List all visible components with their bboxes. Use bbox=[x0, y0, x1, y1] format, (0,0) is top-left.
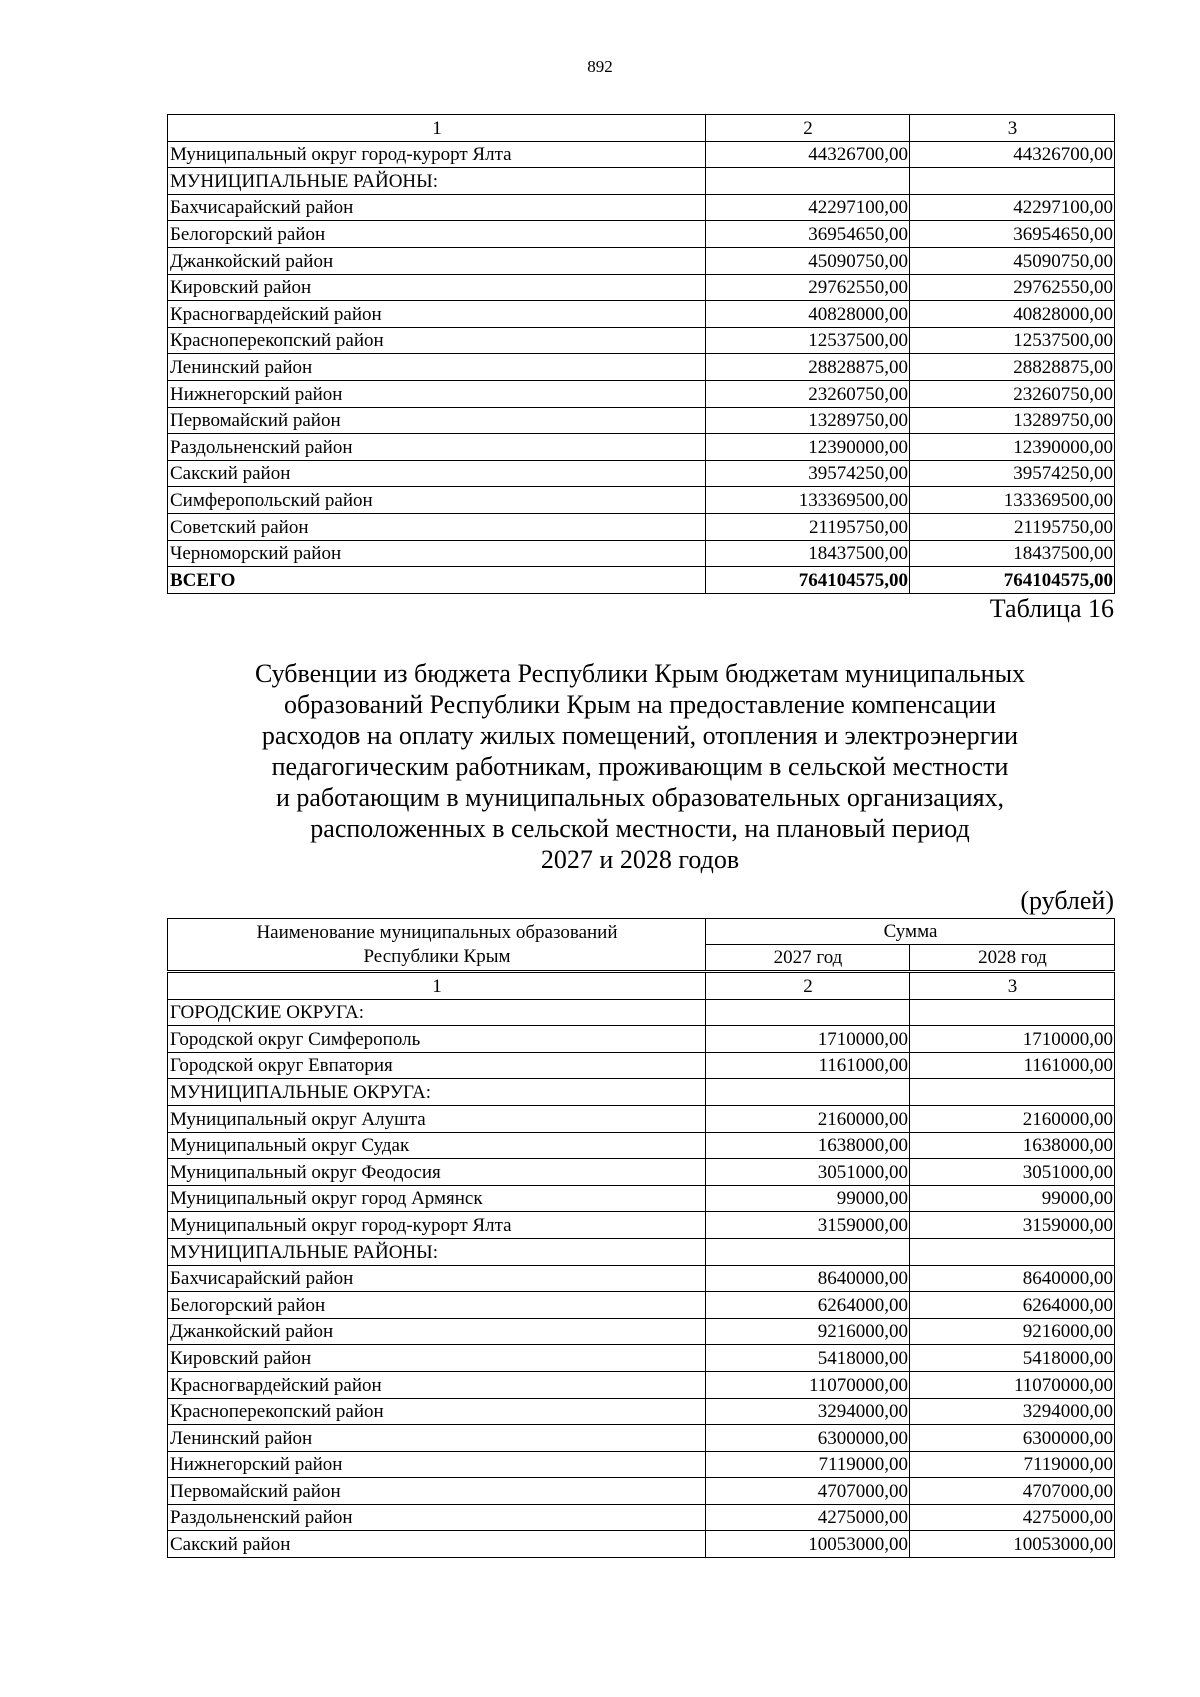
table-row bbox=[168, 247, 1115, 274]
row-value-2027-cell: 45090750,00 bbox=[706, 247, 910, 274]
table-row bbox=[168, 1531, 1115, 1558]
row-name-cell: Советский район bbox=[168, 513, 706, 540]
row-value-2028-cell: 3159000,00 bbox=[910, 1212, 1115, 1239]
table-row bbox=[168, 1318, 1115, 1345]
row-value-2028-cell: 99000,00 bbox=[910, 1185, 1115, 1212]
row-value-2028-cell: 18437500,00 bbox=[910, 540, 1115, 567]
row-name-cell: Муниципальный округ город-курорт Ялта bbox=[168, 1212, 706, 1239]
table-row bbox=[168, 1504, 1115, 1531]
title-line: педагогическим работникам, проживающим в сельской местности bbox=[271, 752, 1009, 781]
row-name-cell: Муниципальный округ Судак bbox=[168, 1132, 706, 1159]
row-value-2028-cell: 39574250,00 bbox=[910, 460, 1115, 487]
row-value-2027-cell: 9216000,00 bbox=[706, 1318, 910, 1345]
row-value-2028-cell: 3051000,00 bbox=[910, 1159, 1115, 1186]
row-name-cell: Кировский район bbox=[168, 1345, 706, 1372]
row-value-2028-cell: 44326700,00 bbox=[910, 141, 1115, 168]
row-name-cell: Муниципальный округ город Армянск bbox=[168, 1185, 706, 1212]
row-name-cell: Раздольненский район bbox=[168, 434, 706, 461]
header-name-line: Наименование муниципальных образований bbox=[256, 921, 618, 943]
row-value-2027-cell: 1638000,00 bbox=[706, 1132, 910, 1159]
row-value-2027-cell bbox=[706, 168, 910, 195]
table-row bbox=[168, 380, 1115, 407]
table-row bbox=[168, 327, 1115, 354]
table-row bbox=[168, 513, 1115, 540]
column-number-row bbox=[168, 972, 1115, 1000]
column-number-row bbox=[168, 115, 1115, 142]
row-name-cell: Кировский район bbox=[168, 274, 706, 301]
row-value-2027-cell bbox=[706, 999, 910, 1026]
title-line: 2027 и 2028 годов bbox=[540, 845, 740, 874]
title-line: образований Республики Крым на предоставление компенсации bbox=[283, 690, 997, 719]
row-value-2028-cell: 1161000,00 bbox=[910, 1052, 1115, 1079]
row-value-2028-cell: 8640000,00 bbox=[910, 1265, 1115, 1292]
row-value-2027-cell: 133369500,00 bbox=[706, 487, 910, 514]
row-value-2028-cell: 11070000,00 bbox=[910, 1371, 1115, 1398]
row-value-2027-cell: 1161000,00 bbox=[706, 1052, 910, 1079]
row-name-cell: ВСЕГО bbox=[168, 567, 706, 594]
row-value-2027-cell: 764104575,00 bbox=[706, 567, 910, 594]
row-value-2027-cell: 8640000,00 bbox=[706, 1265, 910, 1292]
header-name-line: Республики Крым bbox=[363, 945, 511, 967]
row-value-2028-cell: 12537500,00 bbox=[910, 327, 1115, 354]
row-value-2028-cell: 12390000,00 bbox=[910, 434, 1115, 461]
row-value-2028-cell: 45090750,00 bbox=[910, 247, 1115, 274]
table-row bbox=[168, 1478, 1115, 1505]
row-value-2028-cell bbox=[910, 1079, 1115, 1106]
table-caption: Таблица 16 bbox=[989, 594, 1114, 623]
table-row bbox=[168, 168, 1115, 195]
table-row bbox=[168, 1265, 1115, 1292]
header-year-cell: 2027 год bbox=[706, 945, 910, 972]
table-row bbox=[168, 1185, 1115, 1212]
row-name-cell: Бахчисарайский район bbox=[168, 1265, 706, 1292]
row-name-cell: Ленинский район bbox=[168, 1425, 706, 1452]
row-name-cell: Муниципальный округ город-курорт Ялта bbox=[168, 141, 706, 168]
row-name-cell: МУНИЦИПАЛЬНЫЕ РАЙОНЫ: bbox=[168, 168, 706, 195]
row-name-cell: Черноморский район bbox=[168, 540, 706, 567]
row-value-2027-cell: 1710000,00 bbox=[706, 1026, 910, 1053]
row-value-2027-cell: 6300000,00 bbox=[706, 1425, 910, 1452]
title-line: Субвенции из бюджета Республики Крым бюджетам муниципальных bbox=[254, 659, 1026, 688]
title-line: и работающим в муниципальных образовательных организациях, bbox=[275, 783, 1005, 812]
row-value-2028-cell bbox=[910, 999, 1115, 1026]
table-row bbox=[168, 1105, 1115, 1132]
row-value-2027-cell: 4707000,00 bbox=[706, 1478, 910, 1505]
row-value-2027-cell: 10053000,00 bbox=[706, 1531, 910, 1558]
table-row bbox=[168, 301, 1115, 328]
table-row bbox=[168, 1371, 1115, 1398]
page-number: 892 bbox=[587, 57, 613, 76]
row-name-cell: Ленинский район bbox=[168, 354, 706, 381]
table-row bbox=[168, 487, 1115, 514]
row-value-2028-cell: 1710000,00 bbox=[910, 1026, 1115, 1053]
table-row bbox=[168, 1159, 1115, 1186]
table-row bbox=[168, 274, 1115, 301]
row-name-cell: Первомайский район bbox=[168, 1478, 706, 1505]
row-value-2028-cell: 5418000,00 bbox=[910, 1345, 1115, 1372]
row-value-2027-cell: 3051000,00 bbox=[706, 1159, 910, 1186]
table-row bbox=[168, 221, 1115, 248]
table-row bbox=[168, 1425, 1115, 1452]
row-value-2027-cell: 13289750,00 bbox=[706, 407, 910, 434]
column-number-cell: 2 bbox=[706, 972, 910, 1000]
row-value-2028-cell: 6300000,00 bbox=[910, 1425, 1115, 1452]
title-line: расположенных в сельской местности, на плановый период bbox=[310, 814, 970, 843]
row-name-cell: Первомайский район bbox=[168, 407, 706, 434]
row-name-cell: Муниципальный округ Феодосия bbox=[168, 1159, 706, 1186]
row-value-2028-cell: 6264000,00 bbox=[910, 1292, 1115, 1319]
row-value-2028-cell: 764104575,00 bbox=[910, 567, 1115, 594]
table-row bbox=[168, 1079, 1115, 1106]
row-value-2027-cell: 18437500,00 bbox=[706, 540, 910, 567]
row-value-2028-cell: 4275000,00 bbox=[910, 1504, 1115, 1531]
table-row bbox=[168, 1398, 1115, 1425]
row-name-cell: Белогорский район bbox=[168, 1292, 706, 1319]
header-sum-cell: Сумма bbox=[706, 919, 1115, 945]
column-number-cell: 3 bbox=[910, 972, 1115, 1000]
row-value-2027-cell: 99000,00 bbox=[706, 1185, 910, 1212]
header-name-cell bbox=[168, 919, 706, 972]
row-name-cell: Красноперекопский район bbox=[168, 327, 706, 354]
row-name-cell: Симферопольский район bbox=[168, 487, 706, 514]
row-name-cell: Красноперекопский район bbox=[168, 1398, 706, 1425]
row-name-cell: Городской округ Евпатория bbox=[168, 1052, 706, 1079]
row-name-cell: Джанкойский район bbox=[168, 247, 706, 274]
table-row bbox=[168, 1292, 1115, 1319]
row-name-cell: Нижнегорский район bbox=[168, 380, 706, 407]
table-row bbox=[168, 540, 1115, 567]
row-name-cell: Муниципальный округ Алушта bbox=[168, 1105, 706, 1132]
row-value-2027-cell: 3294000,00 bbox=[706, 1398, 910, 1425]
row-name-cell: Сакский район bbox=[168, 460, 706, 487]
row-name-cell: Раздольненский район bbox=[168, 1504, 706, 1531]
row-value-2028-cell: 23260750,00 bbox=[910, 380, 1115, 407]
row-name-cell: Красногвардейский район bbox=[168, 301, 706, 328]
row-value-2027-cell: 12537500,00 bbox=[706, 327, 910, 354]
row-value-2028-cell: 133369500,00 bbox=[910, 487, 1115, 514]
column-number-cell: 2 bbox=[706, 115, 910, 142]
column-number-cell: 1 bbox=[168, 115, 706, 142]
table-continuation bbox=[167, 114, 1115, 594]
subvention-table bbox=[167, 918, 1115, 1558]
row-value-2028-cell: 4707000,00 bbox=[910, 1478, 1115, 1505]
row-name-cell: МУНИЦИПАЛЬНЫЕ ОКРУГА: bbox=[168, 1079, 706, 1106]
row-name-cell: Красногвардейский район bbox=[168, 1371, 706, 1398]
table-row bbox=[168, 1026, 1115, 1053]
table-row bbox=[168, 141, 1115, 168]
row-name-cell: Джанкойский район bbox=[168, 1318, 706, 1345]
row-value-2028-cell: 1638000,00 bbox=[910, 1132, 1115, 1159]
row-value-2027-cell: 42297100,00 bbox=[706, 194, 910, 221]
row-value-2027-cell: 3159000,00 bbox=[706, 1212, 910, 1239]
row-value-2027-cell bbox=[706, 1079, 910, 1106]
row-value-2028-cell: 40828000,00 bbox=[910, 301, 1115, 328]
row-value-2027-cell: 44326700,00 bbox=[706, 141, 910, 168]
row-name-cell: Городской округ Симферополь bbox=[168, 1026, 706, 1053]
row-value-2028-cell: 2160000,00 bbox=[910, 1105, 1115, 1132]
row-name-cell: Нижнегорский район bbox=[168, 1451, 706, 1478]
row-value-2027-cell: 40828000,00 bbox=[706, 301, 910, 328]
row-value-2027-cell: 6264000,00 bbox=[706, 1292, 910, 1319]
row-value-2028-cell: 21195750,00 bbox=[910, 513, 1115, 540]
table-row bbox=[168, 1052, 1115, 1079]
row-name-cell: ГОРОДСКИЕ ОКРУГА: bbox=[168, 999, 706, 1026]
row-value-2027-cell: 23260750,00 bbox=[706, 380, 910, 407]
title-line: расходов на оплату жилых помещений, отопления и электроэнергии bbox=[261, 721, 1019, 750]
table-row bbox=[168, 999, 1115, 1026]
table-row bbox=[168, 1238, 1115, 1265]
row-name-cell: Белогорский район bbox=[168, 221, 706, 248]
table-row bbox=[168, 460, 1115, 487]
row-value-2028-cell: 29762550,00 bbox=[910, 274, 1115, 301]
row-name-cell: Сакский район bbox=[168, 1531, 706, 1558]
table-row bbox=[168, 1212, 1115, 1239]
row-value-2027-cell: 39574250,00 bbox=[706, 460, 910, 487]
row-value-2028-cell: 7119000,00 bbox=[910, 1451, 1115, 1478]
row-value-2028-cell: 9216000,00 bbox=[910, 1318, 1115, 1345]
row-value-2027-cell: 2160000,00 bbox=[706, 1105, 910, 1132]
table-title bbox=[150, 658, 1130, 875]
table-row bbox=[168, 434, 1115, 461]
row-value-2027-cell: 5418000,00 bbox=[706, 1345, 910, 1372]
total-row bbox=[168, 567, 1115, 594]
row-value-2027-cell: 28828875,00 bbox=[706, 354, 910, 381]
row-value-2027-cell: 36954650,00 bbox=[706, 221, 910, 248]
row-value-2027-cell: 11070000,00 bbox=[706, 1371, 910, 1398]
row-name-cell: МУНИЦИПАЛЬНЫЕ РАЙОНЫ: bbox=[168, 1238, 706, 1265]
column-number-cell: 1 bbox=[168, 972, 706, 1000]
row-value-2027-cell: 21195750,00 bbox=[706, 513, 910, 540]
table-row bbox=[168, 1451, 1115, 1478]
row-value-2028-cell: 28828875,00 bbox=[910, 354, 1115, 381]
row-value-2028-cell bbox=[910, 168, 1115, 195]
table-row bbox=[168, 1132, 1115, 1159]
row-value-2028-cell: 10053000,00 bbox=[910, 1531, 1115, 1558]
header-row bbox=[168, 919, 1115, 945]
row-value-2028-cell: 42297100,00 bbox=[910, 194, 1115, 221]
table-row bbox=[168, 407, 1115, 434]
row-value-2027-cell bbox=[706, 1238, 910, 1265]
row-value-2028-cell: 36954650,00 bbox=[910, 221, 1115, 248]
column-number-cell: 3 bbox=[910, 115, 1115, 142]
header-year-cell: 2028 год bbox=[910, 945, 1115, 972]
table-row bbox=[168, 354, 1115, 381]
row-value-2028-cell bbox=[910, 1238, 1115, 1265]
row-value-2027-cell: 4275000,00 bbox=[706, 1504, 910, 1531]
row-value-2027-cell: 29762550,00 bbox=[706, 274, 910, 301]
units-label: (рублей) bbox=[1020, 886, 1114, 915]
table-row bbox=[168, 1345, 1115, 1372]
row-value-2028-cell: 3294000,00 bbox=[910, 1398, 1115, 1425]
row-name-cell: Бахчисарайский район bbox=[168, 194, 706, 221]
table-row bbox=[168, 194, 1115, 221]
row-value-2028-cell: 13289750,00 bbox=[910, 407, 1115, 434]
row-value-2027-cell: 7119000,00 bbox=[706, 1451, 910, 1478]
row-value-2027-cell: 12390000,00 bbox=[706, 434, 910, 461]
